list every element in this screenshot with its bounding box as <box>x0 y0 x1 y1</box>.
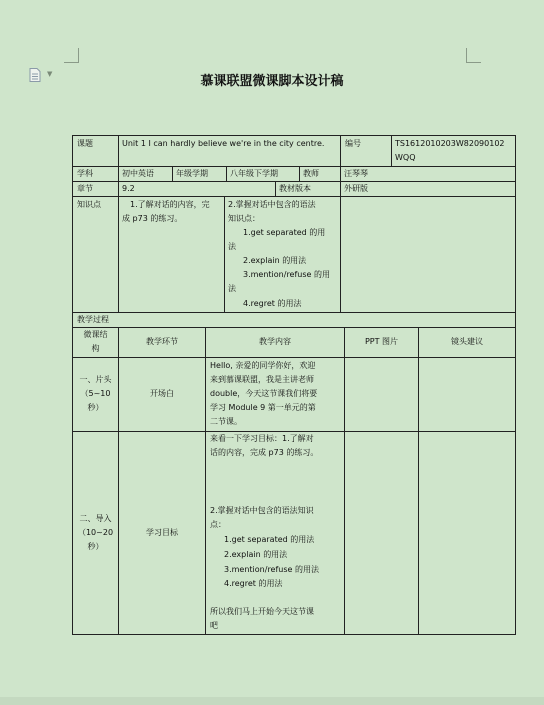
content-line: 来看一下学习目标：1.了解对 <box>210 434 314 443</box>
subject-value: 初中英语 <box>122 169 154 178</box>
content-line: double，今天这节课我们将要 <box>210 389 318 398</box>
grammar-line: 4.regret 的用法 <box>243 299 302 308</box>
content-line: 话的内容，完成 p73 的练习。 <box>210 448 319 457</box>
header-structure: 构 <box>91 344 100 353</box>
grammar-line: 法 <box>228 242 236 251</box>
chapter-label: 章节 <box>77 184 93 193</box>
id-value-line2: WQQ <box>395 153 416 162</box>
content-line: 2.explain 的用法 <box>224 550 288 559</box>
topic-value: Unit 1 I can hardly believe we're in the city centre. <box>122 139 325 148</box>
topic-label: 课题 <box>77 139 93 148</box>
margin-corner-top-left <box>64 48 79 63</box>
grammar-line: 1.get separated 的用 <box>243 228 326 237</box>
step-cell: 学习目标 <box>146 528 178 537</box>
content-line: 来到慕课联盟，我是主讲老师 <box>210 375 314 384</box>
content-line: 1.get separated 的用法 <box>224 535 315 544</box>
knowledge-line: 1.了解对话的内容，完 <box>130 200 210 209</box>
grammar-line: 3.mention/refuse 的用 <box>243 270 330 279</box>
subject-label: 学科 <box>77 169 93 178</box>
structure-cell: 二、导入 <box>79 514 112 523</box>
status-bar <box>0 697 544 705</box>
margin-corner-top-right <box>466 48 481 63</box>
structure-cell: （10~20 <box>77 528 114 537</box>
content-line: 2.掌握对话中包含的语法知识 <box>210 506 314 515</box>
content-line: 点： <box>210 520 226 529</box>
chapter-value: 9.2 <box>122 184 135 193</box>
content-line: 二节课。 <box>210 417 242 426</box>
content-line: Hello, 亲爱的同学你好，欢迎 <box>210 361 316 370</box>
teacher-label: 教师 <box>303 169 319 178</box>
grammar-line: 法 <box>228 284 236 293</box>
knowledge-line: 成 p73 的练习。 <box>122 214 183 223</box>
grammar-line: 2.explain 的用法 <box>243 256 307 265</box>
content-line: 学习 Module 9 第一单元的第 <box>210 403 316 412</box>
grammar-line: 2.掌握对话中包含的语法 <box>228 200 316 209</box>
content-line: 4.regret 的用法 <box>224 579 283 588</box>
structure-cell: 秒） <box>87 542 104 551</box>
content-line: 所以我们马上开始今天这节课 <box>210 607 314 616</box>
step-cell: 开场白 <box>150 389 174 398</box>
header-ppt: PPT 图片 <box>364 337 399 346</box>
id-value-line1: TS1612010203W82090102 <box>395 139 505 148</box>
structure-cell: 一、片头 <box>79 375 112 384</box>
teacher-value: 汪琴琴 <box>344 169 368 178</box>
structure-cell: 秒） <box>87 403 104 412</box>
grammar-line: 知识点： <box>228 214 260 223</box>
header-content: 教学内容 <box>259 337 291 346</box>
page-title: 慕课联盟微课脚本设计稿 <box>200 74 344 89</box>
header-step: 教学环节 <box>146 337 178 346</box>
process-label: 教学过程 <box>77 315 109 324</box>
edition-value: 外研版 <box>344 184 368 193</box>
grade-label: 年级学期 <box>176 169 208 178</box>
id-label: 编号 <box>345 139 361 148</box>
header-camera: 镜头建议 <box>451 337 483 346</box>
content-line: 吧 <box>210 621 218 630</box>
content-line: 3.mention/refuse 的用法 <box>224 565 319 574</box>
chevron-down-icon[interactable]: ▼ <box>47 70 53 78</box>
header-structure: 微课结 <box>83 330 108 339</box>
knowledge-label: 知识点 <box>77 200 101 209</box>
grade-value: 八年级下学期 <box>230 169 278 178</box>
edition-label: 教材版本 <box>279 184 311 193</box>
structure-cell: （5~10 <box>80 389 111 398</box>
